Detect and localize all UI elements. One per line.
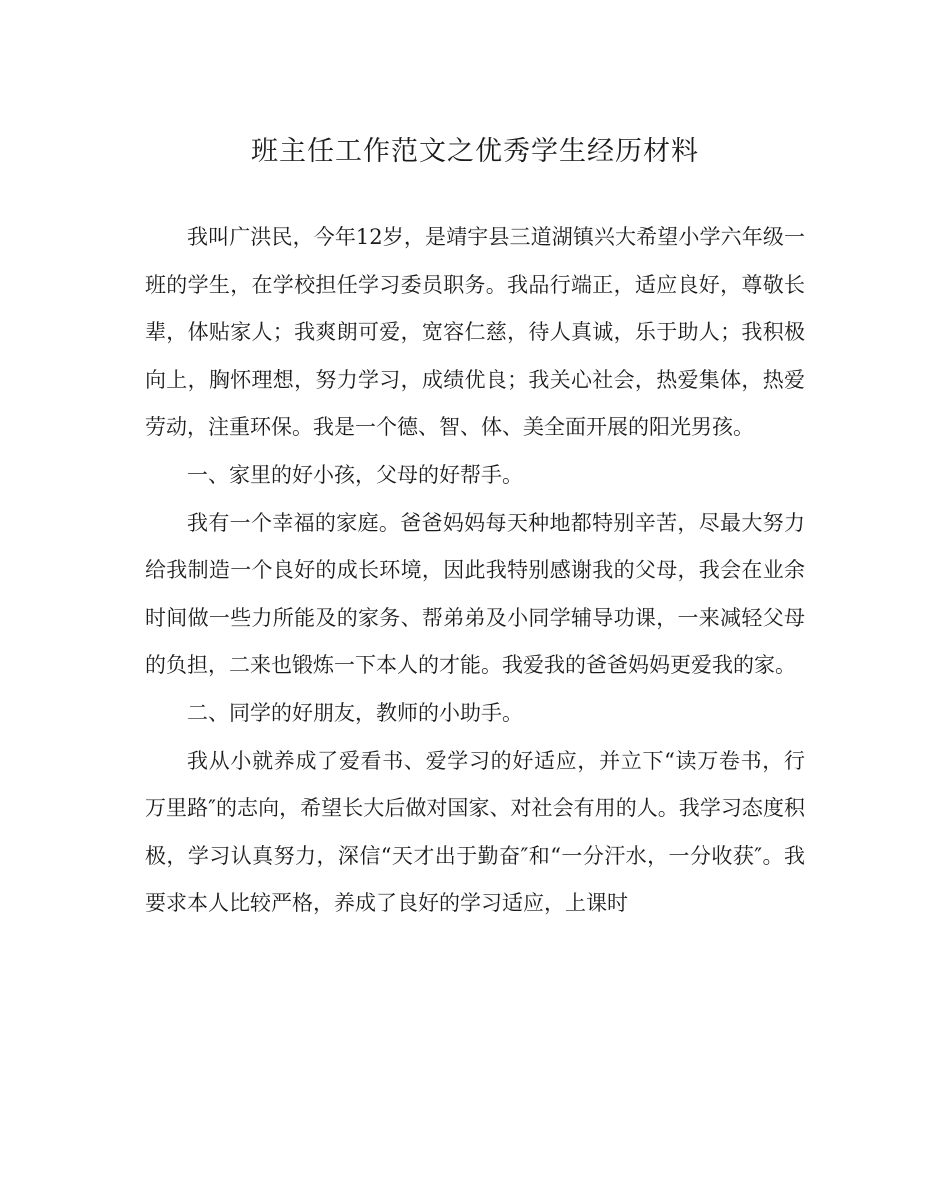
section-heading-1: 一、家里的好小孩，父母的好帮手。 [187, 462, 523, 487]
document-body [145, 214, 805, 928]
section-2-paragraph: 我从小就养成了爱看书、爱学习的好适应，并立下“读万卷书，行万里路″的志向，希望长大后做对国家、对社会有用的人。我学习态度积极，学习认真努力，深信“天才出于勤奋″和“一分汗水，一分收获″。我要求本人比较严格，养成了良好的学习适应，上课时 [145, 748, 805, 916]
intro-paragraph: 我叫广洪民，今年12岁，是靖宇县三道湖镇兴大希望小学六年级一班的学生，在学校担任学习委员职务。我品行端正，适应良好，尊敬长辈，体贴家人；我爽朗可爱，宽容仁慈，待人真诚，乐于助人；我积极向上，胸怀理想，努力学习，成绩优良；我关心社会，热爱集体，热爱劳动，注重环保。我是一个德、智、体、美全面开展的阳光男孩。 [145, 225, 805, 440]
document-title: 班主任工作范文之优秀学生经历材料 [251, 136, 699, 167]
section-1-paragraph: 我有一个幸福的家庭。爸爸妈妈每天种地都特别辛苦，尽最大努力给我制造一个良好的成长环境，因此我特别感谢我的父母，我会在业余时间做一些力所能及的家务、帮弟弟及小同学辅导功课，一来减轻父母的负担，二来也锻炼一下本人的才能。我爱我的爸爸妈妈更爱我的家。 [145, 510, 805, 678]
section-heading-2: 二、同学的好朋友，教师的小助手。 [187, 700, 523, 725]
